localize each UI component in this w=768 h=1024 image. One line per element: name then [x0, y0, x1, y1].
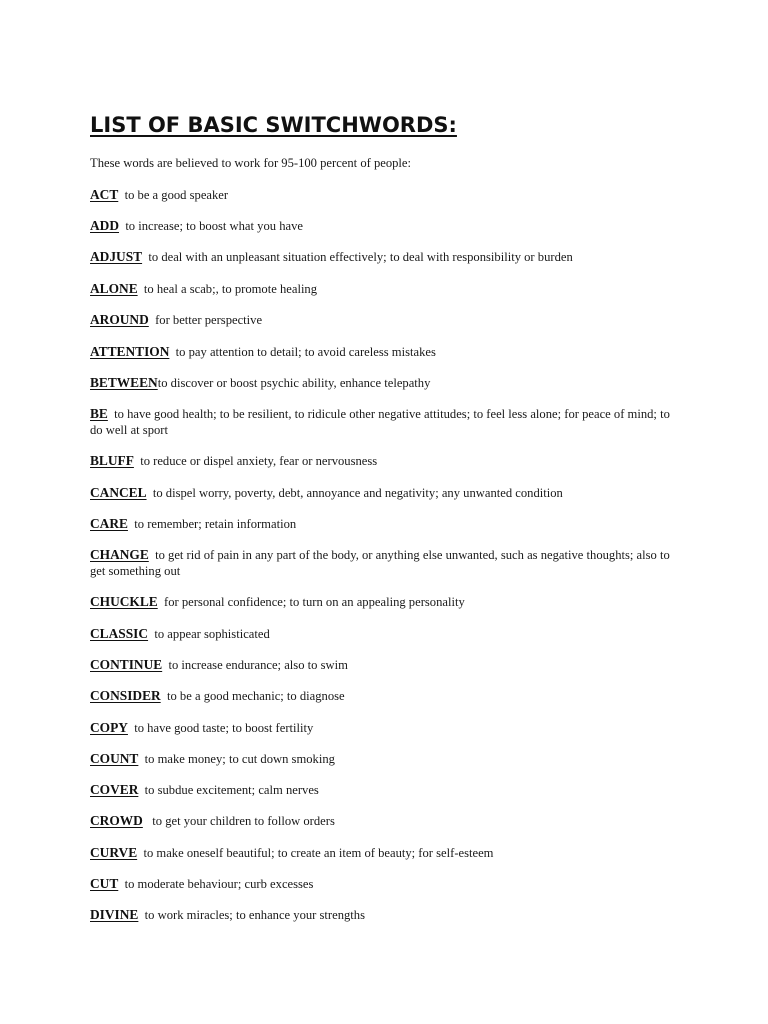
switchword-definition: to subdue excitement; calm nerves: [144, 783, 319, 797]
switchword-term: CARE: [90, 516, 128, 531]
switchword-definition: to moderate behaviour; curb excesses: [124, 877, 314, 891]
list-item: [90, 344, 670, 360]
switchword-definition: for personal confidence; to turn on an appealing personality: [164, 595, 465, 609]
list-item: [90, 406, 670, 438]
list-item: [90, 907, 670, 923]
switchword-term: CANCEL: [90, 485, 147, 500]
switchword-term: BETWEEN: [90, 375, 158, 390]
switchword-term: COVER: [90, 782, 139, 797]
list-item: [90, 720, 670, 736]
list-item: [90, 594, 670, 610]
list-item: [90, 657, 670, 673]
list-item: [90, 218, 670, 234]
switchword-term: CONTINUE: [90, 657, 163, 672]
switchword-definition: to get rid of pain in any part of the body, or anything else unwanted, such as negative thoughts; also to get something out: [90, 548, 670, 578]
switchword-term: ALONE: [90, 281, 138, 296]
list-item: [90, 547, 670, 579]
switchword-term: COPY: [90, 720, 128, 735]
switchword-term: BLUFF: [90, 453, 134, 468]
switchword-term: CROWD: [90, 813, 143, 828]
switchword-term: ADJUST: [90, 249, 143, 264]
switchword-definition: to get your children to follow orders: [152, 814, 335, 828]
switchword-definition: to make oneself beautiful; to create an item of beauty; for self-esteem: [143, 846, 494, 860]
list-item: [90, 782, 670, 798]
switchword-term: CONSIDER: [90, 688, 161, 703]
switchword-definition: to make money; to cut down smoking: [144, 752, 335, 766]
switchword-term: DIVINE: [90, 907, 139, 922]
switchword-term: CUT: [90, 876, 119, 891]
switchword-term: ADD: [90, 218, 120, 233]
list-item: [90, 751, 670, 767]
switchword-definition: to reduce or dispel anxiety, fear or nervousness: [140, 454, 378, 468]
switchword-definition: to dispel worry, poverty, debt, annoyance and negativity; any unwanted condition: [152, 486, 563, 500]
switchword-definition: to have good taste; to boost fertility: [134, 721, 314, 735]
switchword-term: BE: [90, 406, 108, 421]
switchword-definition: to have good health; to be resilient, to ridicule other negative attitudes; to feel less alone; for peace of mind; to do well at sport: [90, 407, 670, 437]
list-item: [90, 187, 670, 203]
switchword-definition: to deal with an unpleasant situation effectively; to deal with responsibility or burden: [148, 250, 573, 264]
intro-text: These words are believed to work for 95-100 percent of people:: [90, 156, 412, 170]
list-item: [90, 281, 670, 297]
list-item: [90, 688, 670, 704]
switchword-definition: to work miracles; to enhance your strengths: [144, 908, 366, 922]
list-item: [90, 876, 670, 892]
switchword-term: CHANGE: [90, 547, 149, 562]
switchword-definition: to discover or boost psychic ability, enhance telepathy: [157, 376, 431, 390]
switchword-definition: to increase; to boost what you have: [125, 219, 303, 233]
list-item: [90, 485, 670, 501]
switchword-definition: to heal a scab;, to promote healing: [143, 282, 318, 296]
switchword-term: ATTENTION: [90, 344, 170, 359]
switchword-definition: for better perspective: [155, 313, 263, 327]
switchword-term: CURVE: [90, 845, 138, 860]
switchword-definition: to appear sophisticated: [154, 627, 270, 641]
list-item: [90, 626, 670, 642]
switchword-definition: to be a good mechanic; to diagnose: [166, 689, 345, 703]
list-item: [90, 845, 670, 861]
list-item: [90, 813, 670, 829]
list-item: [90, 453, 670, 469]
switchword-term: CLASSIC: [90, 626, 149, 641]
switchword-definition: to be a good speaker: [124, 188, 229, 202]
switchword-definition: to increase endurance; also to swim: [168, 658, 348, 672]
page-title: LIST OF BASIC SWITCHWORDS:: [90, 113, 457, 137]
switchword-term: COUNT: [90, 751, 139, 766]
switchword-term: CHUCKLE: [90, 594, 158, 609]
switchword-definition: to remember; retain information: [134, 517, 297, 531]
list-item: [90, 312, 670, 328]
switchword-term: ACT: [90, 187, 119, 202]
switchword-definition: to pay attention to detail; to avoid careless mistakes: [175, 345, 436, 359]
list-item: [90, 375, 670, 391]
list-item: [90, 249, 670, 265]
list-item: [90, 516, 670, 532]
switchword-term: AROUND: [90, 312, 149, 327]
